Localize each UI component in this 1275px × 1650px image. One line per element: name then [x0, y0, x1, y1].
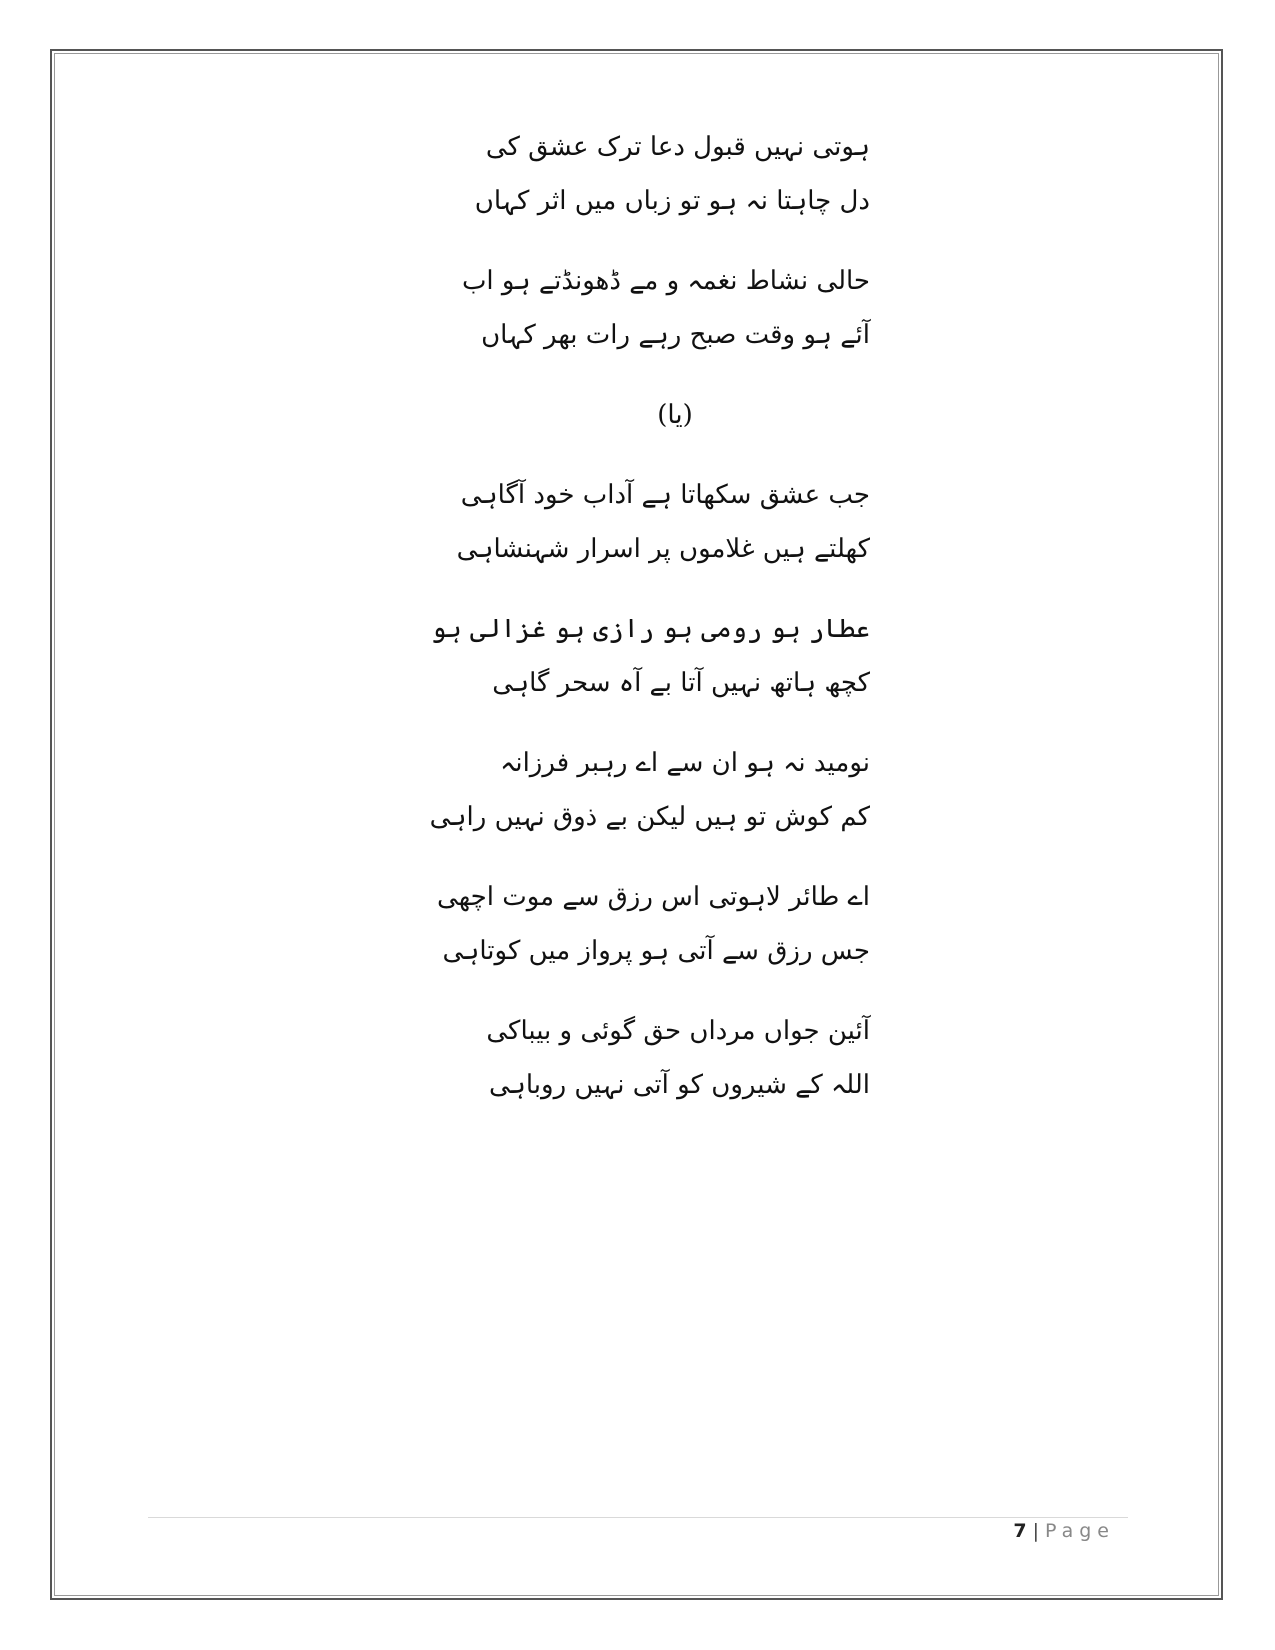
- verse-line: حالی نشاط نغمہ و مے ڈھونڈتے ہو اب: [461, 266, 870, 296]
- verse-line: آئے ہو وقت صبح رہے رات بھر کہاں: [481, 320, 870, 350]
- footer-divider: [148, 1517, 1128, 1518]
- stanza: [420, 602, 870, 710]
- verse-line: کچھ ہاتھ نہیں آتا بے آہ سحر گاہی: [492, 668, 870, 698]
- page-label: Page: [1045, 1520, 1115, 1542]
- verse-line: جب عشق سکھاتا ہے آداب خود آگاہی: [460, 480, 870, 510]
- verse-line: کم کوش تو ہیں لیکن بے ذوق نہیں راہی: [429, 802, 870, 832]
- stanza: [420, 468, 870, 576]
- page-number: 7: [1013, 1520, 1027, 1542]
- verse-line: آئین جواں مرداں حق گوئی و بیباکی: [486, 1016, 870, 1046]
- verse-line: اے طائر لاہوتی اس رزق سے موت اچھی: [437, 882, 870, 912]
- verse-line: ہوتی نہیں قبول دعا ترک عشق کی: [485, 132, 870, 162]
- verse-line: اللہ کے شیروں کو آتی نہیں روباہی: [488, 1070, 870, 1100]
- section-marker: (یا): [657, 400, 693, 430]
- footer-separator: |: [1032, 1520, 1039, 1542]
- verse-line: کھلتے ہیں غلاموں پر اسرار شہنشاہی: [456, 534, 870, 564]
- verse-line: نومید نہ ہو ان سے اے رہبر فرزانہ: [500, 748, 870, 778]
- verse-line: عطار ہو رومی ہو رازی ہو غزالی ہو: [431, 614, 870, 644]
- stanza: [420, 1004, 870, 1112]
- poem-body: [420, 120, 870, 1138]
- verse-line: جس رزق سے آتی ہو پرواز میں کوتاہی: [442, 936, 870, 966]
- stanza: [420, 870, 870, 978]
- page-footer: [1013, 1520, 1115, 1542]
- stanza: [420, 254, 870, 362]
- verse-line: دل چاہتا نہ ہو تو زباں میں اثر کہاں: [474, 186, 870, 216]
- stanza: [420, 120, 870, 228]
- stanza: [420, 736, 870, 844]
